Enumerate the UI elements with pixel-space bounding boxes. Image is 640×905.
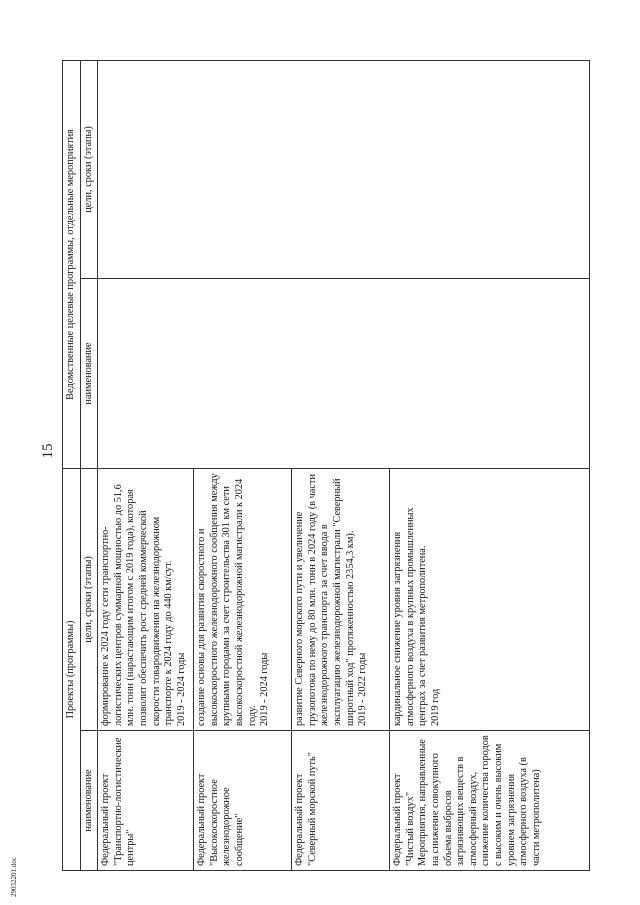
goals-text: развитие Северного морского пути и увеличение грузопотока по нему до 80 млн. тонн в 2024 году (в части железнодорожного транспорта за счет ввода в эксплуатацию железнодорожной магистрали "Северный широтный ход" протяженностью 2354,3 км). [294,474,356,726]
header-name-2: наименование [80,278,98,468]
goals-text: создание основы для развития скоростного и высокоскоростного железнодорожного сообщения между крупными городами за счет строительства 301 км сети высокоскоростной железнодорожной магистрали к 2024 году. [196,473,258,726]
row-name: Федеральный проект "Чистый воздух" Мероприятия, направленные на снижение совокупного объема выбросов загрязняющих веществ в атмосферный воздух, снижение количества городов с высоким и очень высоким уровнем загрязнения атмосферного воздуха (в части метрополитена) [390,731,590,871]
row-name: Федеральный проект "Транспортно-логистические центры" [98,731,194,871]
header-projects: Проекты (программы) [63,468,81,870]
page-number: 15 [40,443,56,459]
period-text: 2019 - 2024 годы [175,652,187,726]
table-row [98,60,194,870]
period-text: 2019 год [429,688,441,726]
period-text: 2019 - 2022 годы [357,652,369,726]
row-name: Федеральный проект "Северный морской путь" [292,731,390,871]
row-goals [98,468,194,730]
projects-table [62,60,590,871]
header-name: наименование [80,731,98,871]
blank-cell [98,60,590,278]
goals-text: кардинальное снижение уровня загрязнения атмосферного воздуха в крупных промышленных центрах за счет развития метрополитена. [392,507,429,726]
row-goals [390,468,590,730]
row-goals [194,468,292,730]
blank-cell [98,278,590,468]
header-departmental: Ведомственные целевые программы, отдельные мероприятия [63,60,81,468]
row-goals [292,468,390,730]
header-goals-2: цели, сроки (этапы) [80,60,98,278]
row-name: Федеральный проект "Высокоскоростное железнодорожное сообщение" [194,731,292,871]
header-goals: цели, сроки (этапы) [80,468,98,730]
document-code: 29032201.doc [10,857,18,897]
period-text: 2019 - 2024 годы [259,652,271,726]
goals-text: формирование к 2024 году сети транспортно-логистических центров суммарной мощностью до 51,6 млн. тонн (нарастающим итогом с 2019 года), которая позволит обеспечить рост средней коммерческой скорости товародвижения на железнодорожном транспорте к 2024 году до 440 км/сут. [100,484,175,726]
